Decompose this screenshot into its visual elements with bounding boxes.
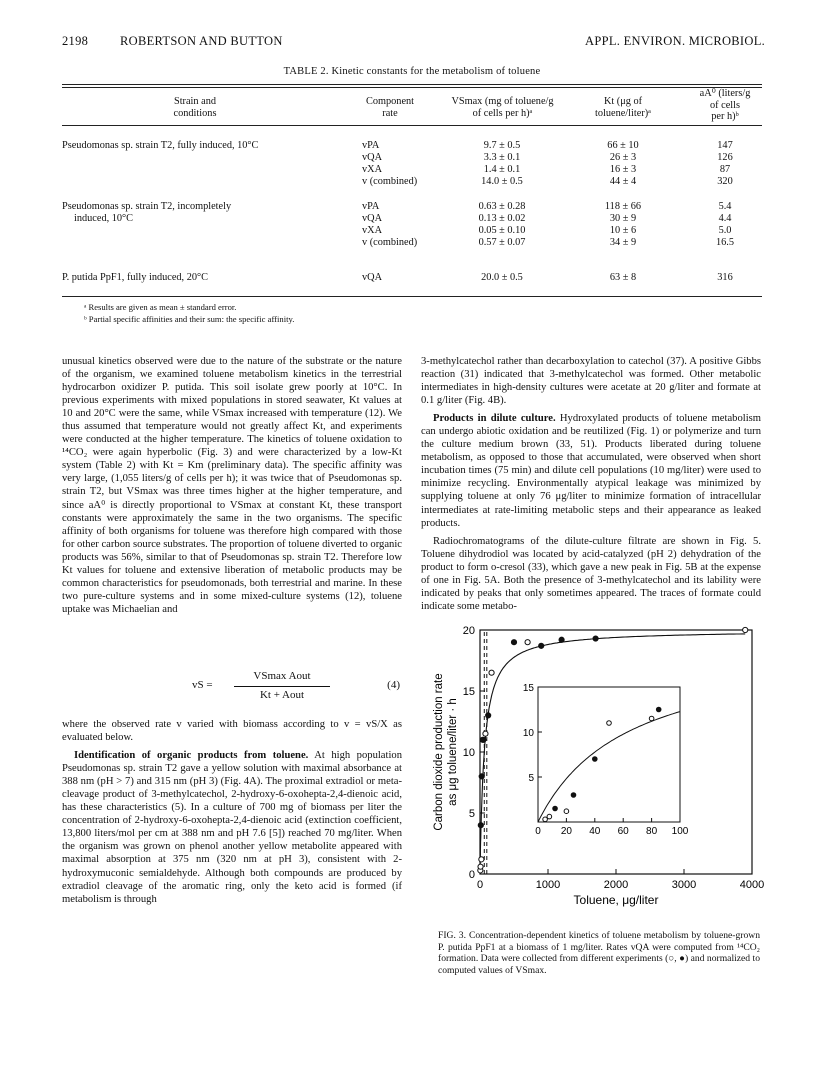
paragraph: unusual kinetics observed were due to the nature of the substrate or the nature of the organism, we examined toluene metabolism kinetics in the terrestrial hydrocarbon oxidizer P. putida. This soil isolate grew poorly at 10°C. In previous experiments with mixed populations in stored seawater, Kt values at 10 and 20°C were the same, while VSmax increased with temperature (12). We thus assumed that temperature would not greatly affect Kt, and experiments were conducted at the higher temperature. The kinetics of toluene oxidation to ¹⁴CO₂ were again hyperbolic (Fig. 3) and were characterized by a low-Kt system (Table 2) with Kt = Km (preliminary data). The specific affinity was very large, (1,055 liters/g of cells per h); it was twice that of Pseudomonas sp. strain T2, but VSmax was three times higher at the higher temperature, and since aA⁰ is directly proportional to VSmax at constant Kt, these transport constants were approximately the same in the two organisms. The specific affinity of both organisms for toluene was therefore high compared with those for other carbon source substrates. The proportion of toluene diverted to organic products was 56%, similar to that of Pseudomonas sp. strain T2. Therefore low Kt values for toluene and extensive liberation of metabolic products may be common characteristics for pseudomonads, both terrestrial and marine. In these two pure-culture systems and in some mixed-culture systems (12), toluene uptake was Michaelian and [62,356,402,615]
table-cell-kt: 30 ± 9 [609,213,637,224]
table-cell-rate: vXA [362,225,383,236]
table-footnote-b: ᵇ Partial specific affinities and their sum: the specific affinity. [84,314,295,324]
table-cell-aa: 5.0 [718,225,732,236]
table-cell-kt: 66 ± 10 [607,140,639,151]
open-point [478,864,483,869]
table-col-rate: Component rate [365,96,415,119]
table-title: TABLE 2. Kinetic constants for the metabolism of toluene [283,66,541,77]
x-tick-label: 3000 [671,879,697,891]
x-tick-label: 0 [476,879,484,891]
table-cell-aa: 147 [717,140,733,151]
paragraph: 3-methylcatechol rather than decarboxylation to catechol (37). A positive Gibbs reaction (31) indicated that 3-methylcatechol was formed. Other metabolic intermediates in high-density cultures were acetate at 20 g/liter and formate at 0.1 g/liter (Fig. 4B). [421,356,761,407]
running-authors: ROBERTSON AND BUTTON [120,34,283,48]
filled-point [480,737,485,742]
table-cell-rate: v (combined) [362,237,418,248]
filled-point [511,640,516,645]
table-cell-aa: 320 [717,176,733,187]
table-cell-vmax: 0.05 ± 0.10 [478,225,526,236]
filled-point [486,713,491,718]
paragraph: Identification of organic products from toluene. At high population Pseudomonas sp. strain T2 gave a yellow solution with maximal absorbance at 388 nm (pH > 7) and 315 nm (pH 3) (Fig. 4A). The proximal extradiol or meta-cleavage product of 3-methylcatechol, 2-hydroxy-6-oxohepta-2,4-dienoic acid, has these characteristics (5). In a culture of 700 mg of biomass per liter the concentration of 2-hydroxy-6-oxohepta-2,4-dienoic acid (extinction coefficient, 13,800 liters/mol per cm at 388 nm and pH 7.6 [5]) reached 70 mg/liter. When the organism was grown on phenol another yellow metabolite appeared with maximal absorption at 375 nm (320 nm at pH 3), consistent with 2-hydroxymuconic semialdehyde. Although both compounds are produced by extradiol cleavage of the aromatic ring, only the keto acid is formed (if metabolism is through [62,750,402,905]
table-cell-rate: vPA [362,201,380,212]
inset-y-tick-label: 10 [522,728,534,739]
table-strain-label: induced, 10°C [74,213,134,224]
open-point [743,627,748,632]
table-cell-aa: 126 [717,152,733,163]
paragraph: Radiochromatograms of the dilute-culture filtrate are shown in Fig. 5. Toluene dihydrodiol was located by acid-catalyzed (pH 2) dehydration of the product to form o-cresol (33), which gave a new peak in Fig. 5B at the expense of one in Fig. 5A. Both the presence of 3-methylcatechol and its lability were indicated by peaks that only sometimes appeared. The traces of formate could indicate some metabo- [421,535,761,612]
table-cell-aa: 316 [717,272,733,283]
section-heading: Products in dilute culture. [433,413,556,425]
paragraph: Products in dilute culture. Hydroxylated products of toluene metabolism can undergo abiotic oxidation and be reutilized (Fig. 1) or polymerize and turn the culture medium brown (33, 51). Products liberated during toluene metabolism, as opposed to those that accumulated, were observed when short incubation times (75 min) and dilute cell populations (10 mg/liter) were used to minimize recycling. Environmentally atypical leakage was minimized by supplying toluene at only 76 μg/liter to minimize formation of intracellular intermediates at rate-limiting metabolic steps and their appearance as leaked products. [421,413,761,529]
table-col-vmax: VSmax (mg of toluene/g of cells per h)ᵃ [451,96,554,119]
x-tick-label: 1000 [535,879,561,891]
table-cell-rate: vQA [362,213,383,224]
table-cell-vmax: 0.13 ± 0.02 [478,213,526,224]
inset-filled-point [553,806,558,811]
table-col-kt: Kt (μg of toluene/liter)ᵃ [595,96,651,119]
y-tick-label: 10 [462,747,475,759]
right-column [421,355,761,613]
figure-3-chart [430,622,765,922]
table-cell-vmax: 9.7 ± 0.5 [483,140,521,151]
inset-open-point [543,817,548,822]
table-cell-rate: vPA [362,140,380,151]
equation-4: vS = VSmax Aout Kt + Aout (4) [192,670,400,701]
table-cell-vmax: 1.4 ± 0.1 [483,164,521,175]
paragraph: where the observed rate v varied with biomass according to v = vS/X as evaluated below. [62,719,402,744]
inset-x-tick-label: 100 [671,826,689,837]
running-journal: APPL. ENVIRON. MICROBIOL. [585,34,766,48]
x-tick-label: 4000 [739,879,765,891]
filled-point [539,643,544,648]
page-number: 2198 [62,34,89,48]
table-cell-kt: 10 ± 6 [609,225,637,236]
inset-filled-point [593,757,598,762]
table-strain-label: P. putida PpF1, fully induced, 20°C [62,272,208,283]
inset-x-tick-label: 60 [617,826,629,837]
filled-point [559,637,564,642]
x-tick-label: 2000 [603,879,629,891]
table-cell-rate: vQA [362,272,383,283]
table-cell-vmax: 0.57 ± 0.07 [478,237,526,248]
table-cell-kt: 63 ± 8 [609,272,637,283]
open-point [489,670,494,675]
inset-open-point [547,814,552,819]
y-tick-label: 20 [462,625,475,637]
table-cell-aa: 87 [719,164,731,175]
table-cell-kt: 34 ± 9 [609,237,637,248]
filled-point [593,636,598,641]
filled-point [478,823,483,828]
table-cell-vmax: 0.63 ± 0.28 [478,201,526,212]
table-cell-kt: 16 ± 3 [609,164,637,175]
table-cell-kt: 118 ± 66 [604,201,642,212]
table-cell-kt: 44 ± 4 [609,176,637,187]
inset-open-point [564,809,569,814]
left-column-bottom [62,718,402,906]
table-strain-label: Pseudomonas sp. strain T2, fully induced, 10°C [62,140,259,151]
y-tick-label: 5 [468,808,475,820]
table-cell-aa: 4.4 [718,213,732,224]
open-point [525,640,530,645]
open-point [483,731,488,736]
inset-x-tick-label: 80 [646,826,658,837]
filled-point [479,774,484,779]
table-cell-rate: vQA [362,152,383,163]
table-col-aa: aA⁰ (liters/g of cells per h)ᵇ [699,88,751,122]
table-cell-aa: 16.5 [715,237,735,248]
y-tick-label: 15 [462,686,475,698]
inset-y-tick-label: 15 [522,683,534,694]
open-point [479,857,484,862]
table-cell-vmax: 20.0 ± 0.5 [481,272,523,283]
table-cell-kt: 26 ± 3 [609,152,637,163]
table-col-strain: Strain and conditions [173,96,217,119]
inset-x-tick-label: 0 [535,826,541,837]
table-strain-label: Pseudomonas sp. strain T2, incompletely [62,201,232,212]
table-cell-aa: 5.4 [718,201,732,212]
y-tick-label: 0 [468,869,475,881]
y-axis-label: as μg toluene/liter · h [447,698,459,806]
x-axis-label: Toluene, μg/liter [573,893,659,907]
table-cell-rate: vXA [362,164,383,175]
left-column-top [62,355,402,616]
table-footnote-a: ᵃ Results are given as mean ± standard error. [84,302,237,312]
inset-open-point [649,716,654,721]
figure-3-caption: FIG. 3. Concentration-dependent kinetics of toluene metabolism by toluene-grown P. putida PpF1 at a biomass of 1 mg/liter. Rates vQA were computed from ¹⁴CO₂ formation. Data were collected from different experiments (○, ●) and normalized to computed values of VSmax. [438,930,760,976]
section-heading: Identification of organic products from toluene. [74,750,309,762]
inset-filled-point [656,707,661,712]
table-cell-rate: v (combined) [362,176,418,187]
inset-filled-point [571,793,576,798]
inset-y-tick-label: 5 [528,773,534,784]
table-cell-vmax: 3.3 ± 0.1 [483,152,521,163]
table-cell-vmax: 14.0 ± 0.5 [481,176,523,187]
inset-x-tick-label: 40 [589,826,601,837]
inset-open-point [607,721,612,726]
inset-x-tick-label: 20 [560,826,572,837]
y-axis-label: Carbon dioxide production rate [433,673,445,831]
